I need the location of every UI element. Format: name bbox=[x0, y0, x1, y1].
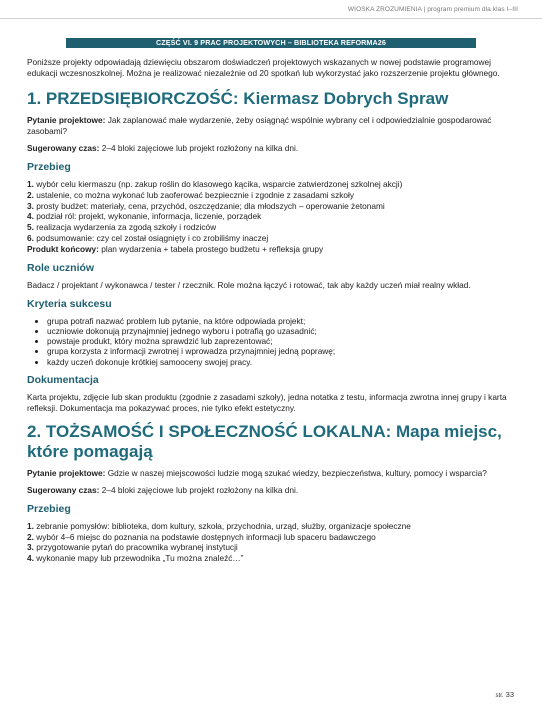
project1-roles-text: Badacz / projektant / wykonawca / tester / rzecznik. Role można łączyć i rotować, tak aby każdy uczeń miał realny wkład. bbox=[27, 279, 471, 290]
intro-paragraph: Poniższe projekty odpowiadają dziewięciu obszarom doświadczeń projektowych wskazanych w nowej podstawie programowej edukacji wczesnoszkolnej. Można je realizować niezależnie od 20 spotkań lub wykorzystać jako rozszerzenie projektu głównego. bbox=[27, 57, 500, 78]
header-divider bbox=[0, 18, 542, 19]
project1-step bbox=[27, 233, 517, 244]
header-separator: | bbox=[423, 6, 426, 13]
criteria-item: • każdy uczeń dokonuje krótkiej samooceny swojej pracy. bbox=[47, 357, 517, 367]
project1-title: 1. PRZEDSIĘBIORCZOŚĆ: Kiermasz Dobrych Spraw bbox=[27, 89, 449, 108]
project1-roles-heading: Role uczniów bbox=[27, 261, 95, 274]
project1-criteria-list bbox=[27, 316, 517, 367]
project2-time-text: 2–4 bloki zajęciowe lub projekt rozłożony na kilka dni. bbox=[101, 484, 299, 495]
project2-step bbox=[27, 553, 517, 564]
project1-question bbox=[27, 115, 517, 137]
step-number: 1. bbox=[27, 179, 34, 189]
header-brand: WIOSKA ZROZUMIENIA bbox=[347, 6, 422, 13]
project2-step bbox=[27, 521, 517, 532]
project1-step bbox=[27, 211, 517, 222]
criteria-item: • uczniowie dokonują przynajmniej jednego wyboru i potrafią go uzasadnić; bbox=[47, 326, 517, 336]
project1-step bbox=[27, 201, 517, 212]
criteria-item: • grupa potrafi nazwać problem lub pytanie, na które odpowiada projekt; bbox=[47, 316, 517, 326]
project1-docs-text: Karta projektu, zdjęcie lub skan produktu (zgodnie z zasadami szkoły), jedna notatka z testu, informacja zwrotna innej grupy i karta refleksji. Dokumentacja ma pokazywać proces, nie tylko efekt estetyczny. bbox=[27, 391, 507, 413]
project2-question-label: Pytanie projektowe: bbox=[27, 467, 106, 478]
project2-step bbox=[27, 532, 517, 543]
step-text: podsumowanie: czy cel został osiągnięty i co zrobiliśmy inaczej bbox=[36, 232, 269, 243]
criteria-item: • grupa korzysta z informacji zwrotnej i wprowadza przynajmniej jedną poprawę; bbox=[47, 346, 517, 356]
project2-flow-heading: Przebieg bbox=[27, 502, 71, 515]
step-text: realizacja wydarzenia za zgodą szkoły i rodziców bbox=[36, 222, 217, 233]
project1-time bbox=[27, 143, 517, 154]
step-number: 6. bbox=[27, 232, 34, 243]
step-number: 3. bbox=[27, 542, 34, 553]
step-number: 4. bbox=[27, 553, 34, 564]
page-number bbox=[496, 690, 514, 699]
project1-product-text: plan wydarzenia + tabela prostego budżetu + refleksja grupy bbox=[101, 243, 324, 254]
project1-criteria-heading: Kryteria sukcesu bbox=[27, 297, 112, 310]
project1-docs-heading: Dokumentacja bbox=[27, 373, 99, 386]
step-text: ustalenie, co można wykonać lub zaoferować bezpiecznie i zgodnie z zasadami szkoły bbox=[36, 189, 354, 200]
page-number-label: str. bbox=[495, 693, 504, 699]
project1-step bbox=[27, 179, 517, 190]
project1-time-text: 2–4 bloki zajęciowe lub projekt rozłożony na kilka dni. bbox=[101, 143, 299, 153]
project1-product bbox=[27, 244, 517, 255]
step-number: 2. bbox=[27, 531, 34, 542]
step-text: przygotowanie pytań do pracownika wybranej instytucji bbox=[36, 542, 238, 553]
page-header bbox=[348, 6, 518, 13]
project2-step bbox=[27, 542, 517, 553]
step-text: podział ról: projekt, wykonanie, informacja, liczenie, porządek bbox=[36, 211, 262, 222]
project2-time bbox=[27, 485, 517, 496]
project1-step bbox=[27, 190, 517, 201]
step-text: wybór 4–6 miejsc do poznania na podstawie dostępnych informacji lub spaceru badawczego bbox=[36, 531, 376, 542]
project1-flow-heading: Przebieg bbox=[27, 161, 71, 173]
project1-steps bbox=[27, 179, 517, 244]
page-number-value: 33 bbox=[505, 690, 514, 699]
step-text: zebranie pomysłów: biblioteka, dom kultury, szkoła, przychodnia, urząd, służby, organizacje społeczne bbox=[36, 520, 411, 531]
header-subtitle: program premium dla klas I–III bbox=[427, 6, 518, 13]
project1-question-label: Pytanie projektowe: bbox=[27, 115, 106, 125]
step-number: 3. bbox=[27, 200, 34, 211]
step-text: wykonanie mapy lub przewodnika „Tu można znaleźć…” bbox=[36, 553, 244, 564]
section-title-bar: CZĘŚĆ VI. 9 PRAC PROJEKTOWYCH – BIBLIOTEKA REFORMA26 bbox=[66, 38, 476, 48]
project2-steps bbox=[27, 521, 517, 564]
step-text: prosty budżet: materiały, cena, przychód, oszczędzanie; dla młodszych – operowanie żetonami bbox=[36, 200, 385, 211]
project1-product-label: Produkt końcowy: bbox=[27, 243, 99, 254]
project2-question bbox=[27, 468, 517, 479]
step-number: 1. bbox=[27, 520, 34, 531]
page-content bbox=[27, 57, 517, 564]
criteria-item: • powstaje produkt, który można sprawdzić lub zaprezentować; bbox=[47, 336, 517, 346]
project1-time-label: Sugerowany czas: bbox=[27, 143, 100, 153]
step-text: wybór celu kiermaszu (np. zakup roślin do klasowego kącika, wsparcie zatwierdzonej szkolnej akcji) bbox=[36, 179, 403, 189]
step-number: 4. bbox=[27, 211, 34, 222]
project2-time-label: Sugerowany czas: bbox=[27, 484, 100, 495]
step-number: 5. bbox=[27, 222, 34, 233]
project1-step bbox=[27, 222, 517, 233]
project2-question-text: Gdzie w naszej miejscowości ludzie mogą szukać wiedzy, bezpieczeństwa, kultury, pomocy i wsparcia? bbox=[107, 467, 487, 478]
project1-question-text: Jak zaplanować małe wydarzenie, żeby osiągnąć wspólnie wybrany cel i odpowiedzialnie gospodarować zasobami? bbox=[27, 115, 492, 136]
project2-title: 2. TOŻSAMOŚĆ I SPOŁECZNOŚĆ LOKALNA: Mapa miejsc, które pomagają bbox=[27, 421, 502, 461]
step-number: 2. bbox=[27, 189, 34, 200]
